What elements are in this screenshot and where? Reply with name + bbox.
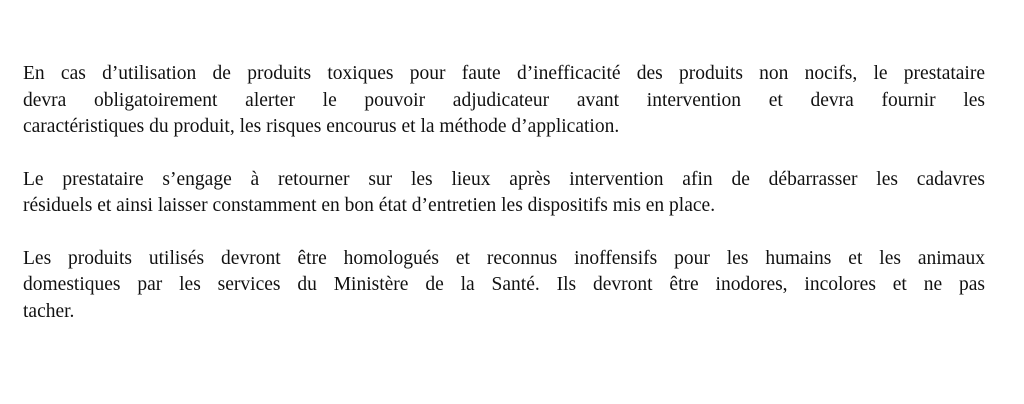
- document-page: [23, 61, 985, 351]
- paragraph-line: devra obligatoirement alerter le pouvoir adjudicateur avant intervention et devra fournir les: [23, 89, 985, 111]
- paragraph-line: domestiques par les services du Ministère de la Santé. Ils devront être inodores, incolores et ne pas: [23, 274, 985, 295]
- paragraph-toxic-products: [23, 61, 985, 141]
- paragraph-line: Les produits utilisés devront être homologués et reconnus inoffensifs pour les humains et les animaux: [23, 247, 985, 269]
- paragraph-return-on-site: [23, 167, 985, 220]
- paragraph-approved-products: [23, 246, 985, 326]
- paragraph-line: Le prestataire s’engage à retourner sur les lieux après intervention afin de débarrasser les cadavres: [23, 168, 985, 190]
- paragraph-line: tacher.: [23, 300, 75, 322]
- paragraph-line: En cas d’utilisation de produits toxiques pour faute d’inefficacité des produits non nocifs, le prestataire: [23, 63, 985, 84]
- paragraph-line: caractéristiques du produit, les risques encourus et la méthode d’application.: [23, 116, 620, 137]
- paragraph-line: résiduels et ainsi laisser constamment en bon état d’entretien les dispositifs mis en place.: [23, 195, 716, 216]
